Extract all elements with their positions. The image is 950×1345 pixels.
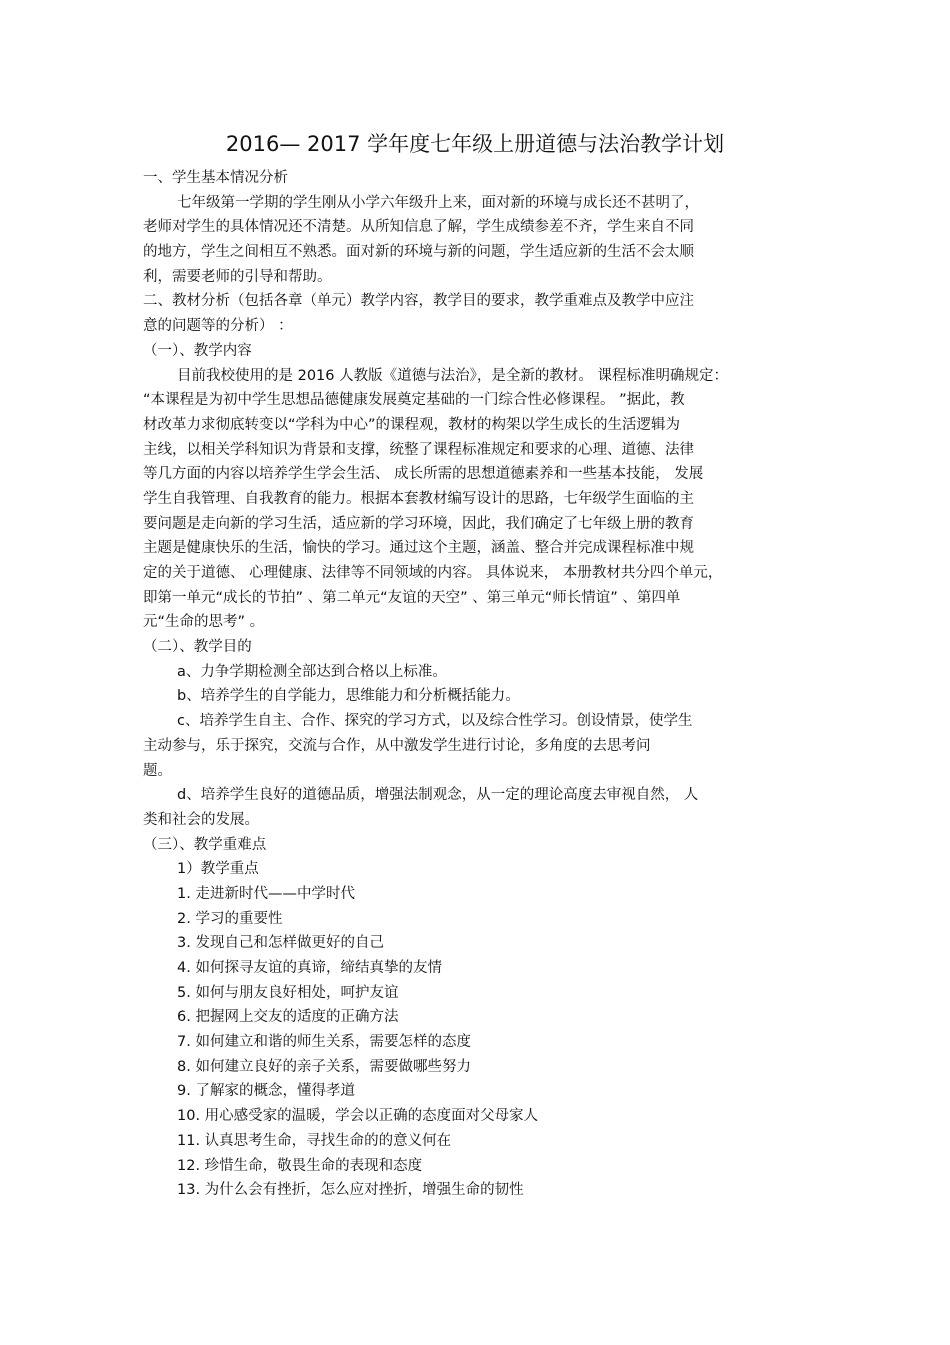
- paragraph-line: 类和社会的发展。: [143, 811, 259, 828]
- list-item: 12. 珍惜生命，敬畏生命的表现和态度: [177, 1157, 423, 1174]
- list-item: c、培养学生自主、合作、探究的学习方式，以及综合性学习。创设情景，使学生: [177, 713, 693, 730]
- list-item: 1. 走进新时代——中学时代: [177, 885, 355, 902]
- list-heading: 1）教学重点: [177, 861, 259, 878]
- list-item: 4. 如何探寻友谊的真谛，缔结真挚的友情: [177, 960, 442, 976]
- list-item: 7. 如何建立和谐的师生关系，需要怎样的态度: [177, 1034, 471, 1051]
- paragraph-line: 主动参与，乐于探究，交流与合作，从中激发学生进行讨论，多角度的去思考问: [143, 737, 651, 754]
- paragraph-line: 主题是健康快乐的生活，愉快的学习。通过这个主题，涵盖、整合并完成课程标准中规: [143, 540, 694, 557]
- section-heading: 意的问题等的分析） ：: [143, 318, 293, 335]
- paragraph-line: 的地方，学生之间相互不熟悉。面对新的环境与新的问题，学生适应新的生活不会太顺: [143, 244, 694, 261]
- list-item: a、力争学期检测全部达到合格以上标准。: [177, 663, 447, 680]
- list-item: 5. 如何与朋友良好相处，呵护友谊: [177, 984, 399, 1001]
- paragraph-line: 定的关于道德、 心理健康、法律等不同领域的内容。 具体说来， 本册教材共分四个单元，: [143, 565, 723, 581]
- list-item: 8. 如何建立良好的亲子关系，需要做哪些努力: [177, 1058, 471, 1075]
- list-item: d、培养学生良好的道德品质，增强法制观念，从一定的理论高度去审视自然， 人: [177, 787, 699, 804]
- paragraph-line: 材改革力求彻底转变以“学科为中心”的课程观，教材的构架以学生成长的生活逻辑为: [143, 416, 681, 433]
- paragraph-line: “本课程是为初中学生思想品德健康发展奠定基础的一门综合性必修课程。 ”据此，教: [143, 392, 685, 409]
- subsection-heading: （三）、教学重难点: [143, 836, 267, 853]
- document-body: [143, 166, 807, 1203]
- paragraph-line: 题。: [143, 762, 172, 779]
- paragraph-line: 七年级第一学期的学生刚从小学六年级升上来，面对新的环境与成长还不甚明了，: [177, 194, 699, 211]
- list-item: 10. 用心感受家的温暖，学会以正确的态度面对父母家人: [177, 1108, 539, 1125]
- paragraph-line: 主线，以相关学科知识为背景和支撑，统整了课程标准规定和要求的心理、道德、法律: [143, 441, 694, 458]
- paragraph-line: 学生自我管理、自我教育的能力。根据本套教材编写设计的思路，七年级学生面临的主: [143, 490, 694, 507]
- section-heading: 一、学生基本情况分析: [143, 170, 288, 186]
- list-item: 6. 把握网上交友的适度的正确方法: [177, 1009, 399, 1026]
- list-item: 2. 学习的重要性: [177, 910, 283, 927]
- list-item: 3. 发现自己和怎样做更好的自己: [177, 935, 384, 952]
- list-item: 9. 了解家的概念，懂得孝道: [177, 1083, 355, 1100]
- list-item: 11. 认真思考生命，寻找生命的的意义何在: [177, 1132, 452, 1149]
- paragraph-line: 元“生命的思考” 。: [143, 614, 265, 631]
- paragraph-line: 利，需要老师的引导和帮助。: [143, 268, 332, 285]
- paragraph-line: 老师对学生的具体情况还不清楚。从所知信息了解，学生成绩参差不齐，学生来自不同: [143, 219, 694, 236]
- list-item: b、培养学生的自学能力，思维能力和分析概括能力。: [177, 688, 520, 705]
- paragraph-line: 目前我校使用的是 2016 人教版《道德与法治》，是全新的教材。 课程标准明确规定：: [177, 367, 728, 384]
- subsection-heading: （一）、教学内容: [143, 342, 252, 359]
- document-title: 2016— 2017 学年度七年级上册道德与法治教学计划: [225, 132, 725, 156]
- section-heading: 二、教材分析（包括各章（单元）教学内容，教学目的要求，教学重难点及教学中应注: [143, 293, 694, 310]
- list-item: 13. 为什么会有挫折，怎么应对挫折，增强生命的韧性: [177, 1182, 524, 1199]
- paragraph-line: 等几方面的内容以培养学生学会生活、 成长所需的思想道德素养和一些基本技能， 发展: [143, 466, 704, 483]
- paragraph-line: 即第一单元“成长的节拍” 、第二单元“友谊的天空” 、第三单元“师长情谊” 、第四单: [143, 589, 681, 606]
- subsection-heading: （二）、教学目的: [143, 639, 252, 656]
- paragraph-line: 要问题是走向新的学习生活，适应新的学习环境，因此，我们确定了七年级上册的教育: [143, 515, 694, 532]
